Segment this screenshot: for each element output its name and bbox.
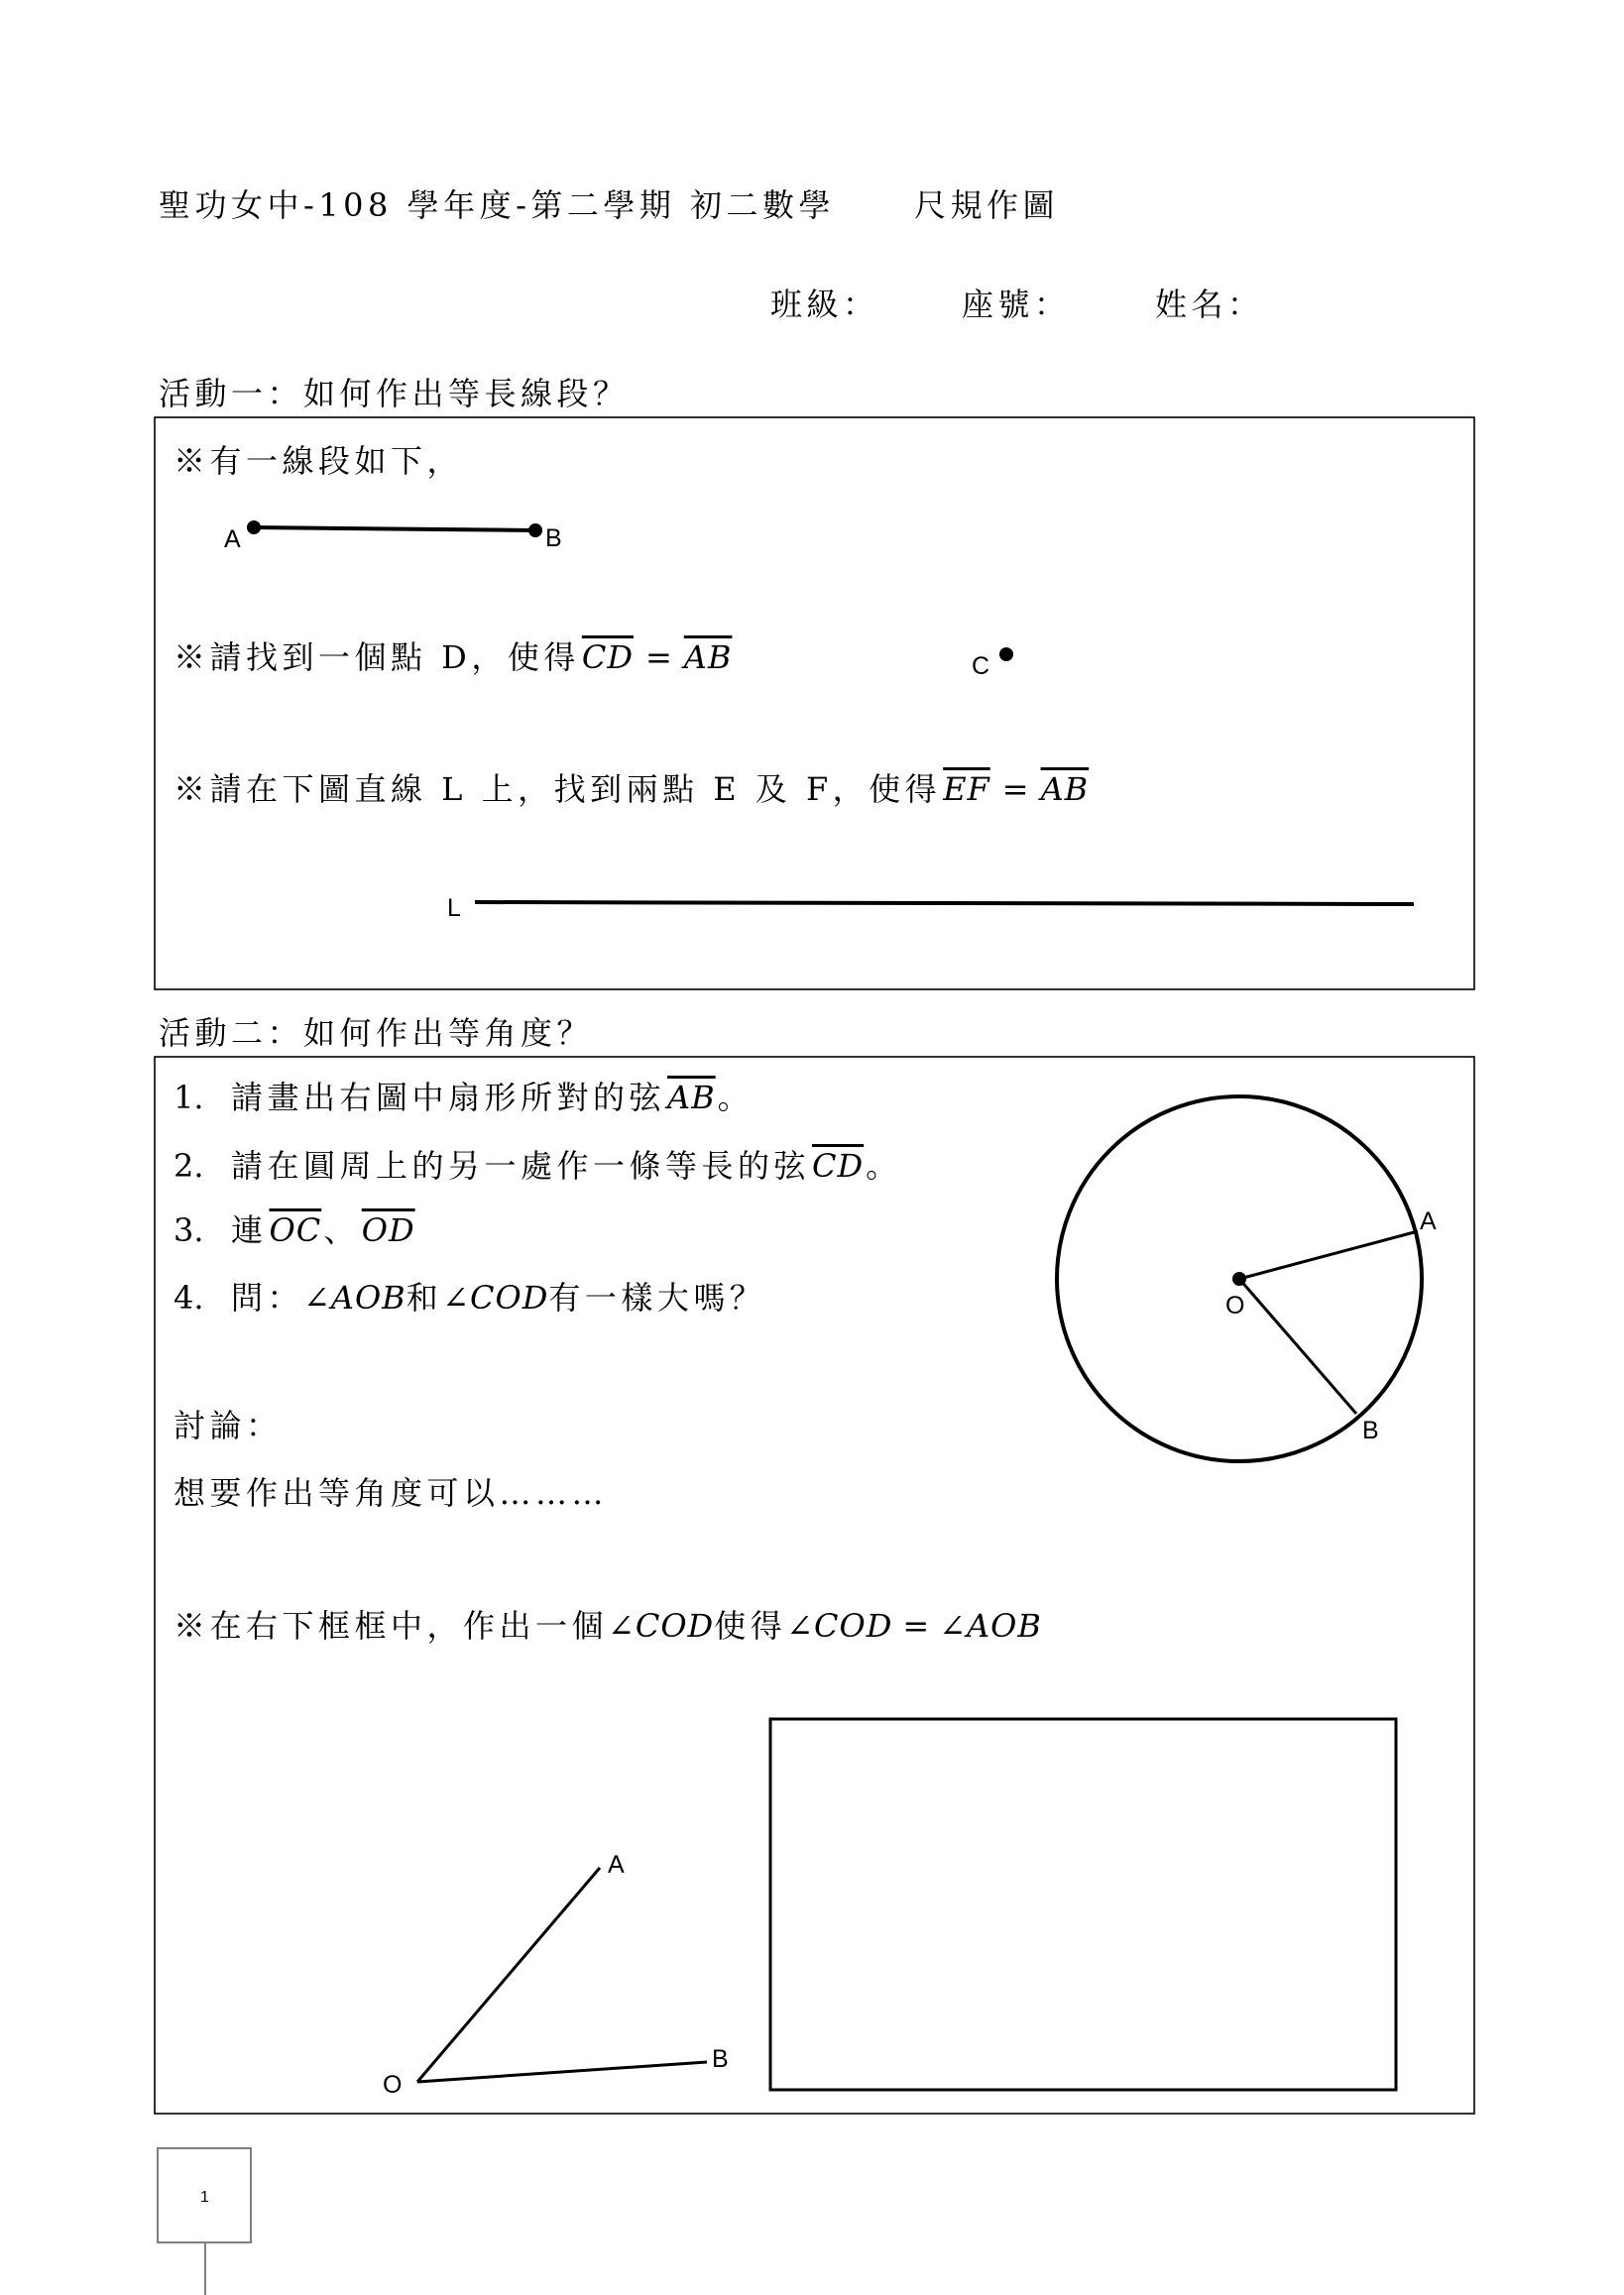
activity1-task1 bbox=[174, 637, 734, 677]
segment-od-notation: $\overline{OD}$ bbox=[361, 1211, 415, 1249]
chord-ab-notation: $\overline{AB}$ bbox=[667, 1079, 716, 1116]
segment-cd-notation: $\overline{CD}$ bbox=[581, 638, 634, 676]
circle-label-a: A bbox=[1420, 1207, 1437, 1235]
circle-label-o: O bbox=[1225, 1292, 1245, 1320]
line-l-label: L bbox=[447, 894, 461, 922]
point-b-dot bbox=[528, 523, 542, 537]
radius-oa bbox=[1239, 1231, 1418, 1279]
radius-ob bbox=[1239, 1279, 1356, 1414]
item-number: 1. bbox=[174, 1079, 204, 1116]
activity2-item-3 bbox=[174, 1210, 417, 1250]
line-l bbox=[475, 902, 1414, 904]
worksheet-topic: 尺規作圖 bbox=[914, 186, 1060, 224]
discussion-label: 討論： bbox=[174, 1407, 283, 1444]
task-connector: 使得 bbox=[714, 1607, 787, 1645]
item-suffix: 有一樣大嗎？ bbox=[548, 1279, 766, 1317]
point-c-dot bbox=[999, 647, 1013, 661]
class-label: 班級： bbox=[770, 286, 879, 323]
angle-aob-notation: ∠AOB bbox=[303, 1279, 406, 1317]
item-text: 問： bbox=[231, 1279, 304, 1317]
circle-label-b: B bbox=[1362, 1417, 1379, 1444]
discussion-text: 想要作出等角度可以……… bbox=[174, 1474, 609, 1512]
seat-label: 座號： bbox=[962, 286, 1071, 323]
segment-oc-notation: $\overline{OC}$ bbox=[269, 1211, 322, 1249]
segment-ab-notation: $\overline{AB}$ bbox=[683, 638, 733, 676]
name-label: 姓名： bbox=[1155, 286, 1264, 323]
equals-sign: = bbox=[1001, 770, 1029, 808]
task2-text: ※請在下圖直線 L 上，找到兩點 E 及 F，使得 bbox=[174, 770, 942, 808]
angle-label-b: B bbox=[712, 2045, 729, 2073]
chord-cd-notation: $\overline{CD}$ bbox=[812, 1147, 865, 1185]
angle-cod-notation: ∠COD bbox=[442, 1279, 549, 1317]
item-text: 請在圓周上的另一處作一條等長的弦 bbox=[231, 1147, 811, 1185]
item-suffix: 。 bbox=[717, 1079, 754, 1116]
item-number: 4. bbox=[174, 1279, 204, 1317]
activity2-task bbox=[174, 1606, 1042, 1646]
activity2-item-2 bbox=[174, 1146, 902, 1186]
point-c-label: C bbox=[972, 652, 990, 680]
task1-text: ※請找到一個點 D，使得 bbox=[174, 638, 580, 676]
angle-cod-notation: ∠COD bbox=[786, 1607, 893, 1645]
item-number: 3. bbox=[174, 1211, 204, 1249]
construction-answer-box[interactable] bbox=[770, 1719, 1396, 2090]
angle-label-a: A bbox=[608, 1851, 625, 1879]
angle-aob-notation: ∠AOB bbox=[939, 1607, 1042, 1645]
segment-ab bbox=[254, 527, 535, 530]
point-b-label: B bbox=[545, 524, 562, 552]
item-text: 連 bbox=[231, 1211, 268, 1249]
task-text: ※在右下框框中，作出一個 bbox=[174, 1607, 609, 1645]
item-suffix: 。 bbox=[866, 1147, 902, 1185]
activity2-item-4 bbox=[174, 1278, 765, 1318]
activity2-heading: 活動二：如何作出等角度？ bbox=[159, 1014, 594, 1052]
item-connector: 和 bbox=[406, 1279, 443, 1317]
equals-sign: = bbox=[902, 1607, 930, 1645]
item-text: 請畫出右圖中扇形所對的弦 bbox=[231, 1079, 666, 1116]
item-separator: 、 bbox=[323, 1211, 360, 1249]
activity1-intro: ※有一線段如下， bbox=[174, 442, 464, 480]
activity1-task2 bbox=[174, 769, 1091, 809]
item-number: 2. bbox=[174, 1147, 204, 1185]
activity2-item-1 bbox=[174, 1078, 754, 1117]
equals-sign: = bbox=[644, 638, 672, 676]
segment-ab-notation: $\overline{AB}$ bbox=[1040, 770, 1090, 808]
page-number: 1 bbox=[200, 2189, 209, 2206]
segment-ef-notation: $\overline{EF}$ bbox=[943, 770, 990, 808]
angle-ray-oa bbox=[417, 1868, 600, 2082]
activity1-heading: 活動一：如何作出等長線段？ bbox=[159, 375, 630, 412]
angle-ray-ob bbox=[417, 2062, 707, 2082]
center-o-dot bbox=[1232, 1272, 1246, 1286]
point-a-dot bbox=[247, 520, 261, 534]
worksheet-title: 聖功女中-108 學年度-第二學期 初二數學 bbox=[159, 186, 836, 224]
angle-cod-notation: ∠COD bbox=[608, 1607, 715, 1645]
point-a-label: A bbox=[224, 525, 241, 553]
angle-label-o: O bbox=[383, 2071, 403, 2099]
